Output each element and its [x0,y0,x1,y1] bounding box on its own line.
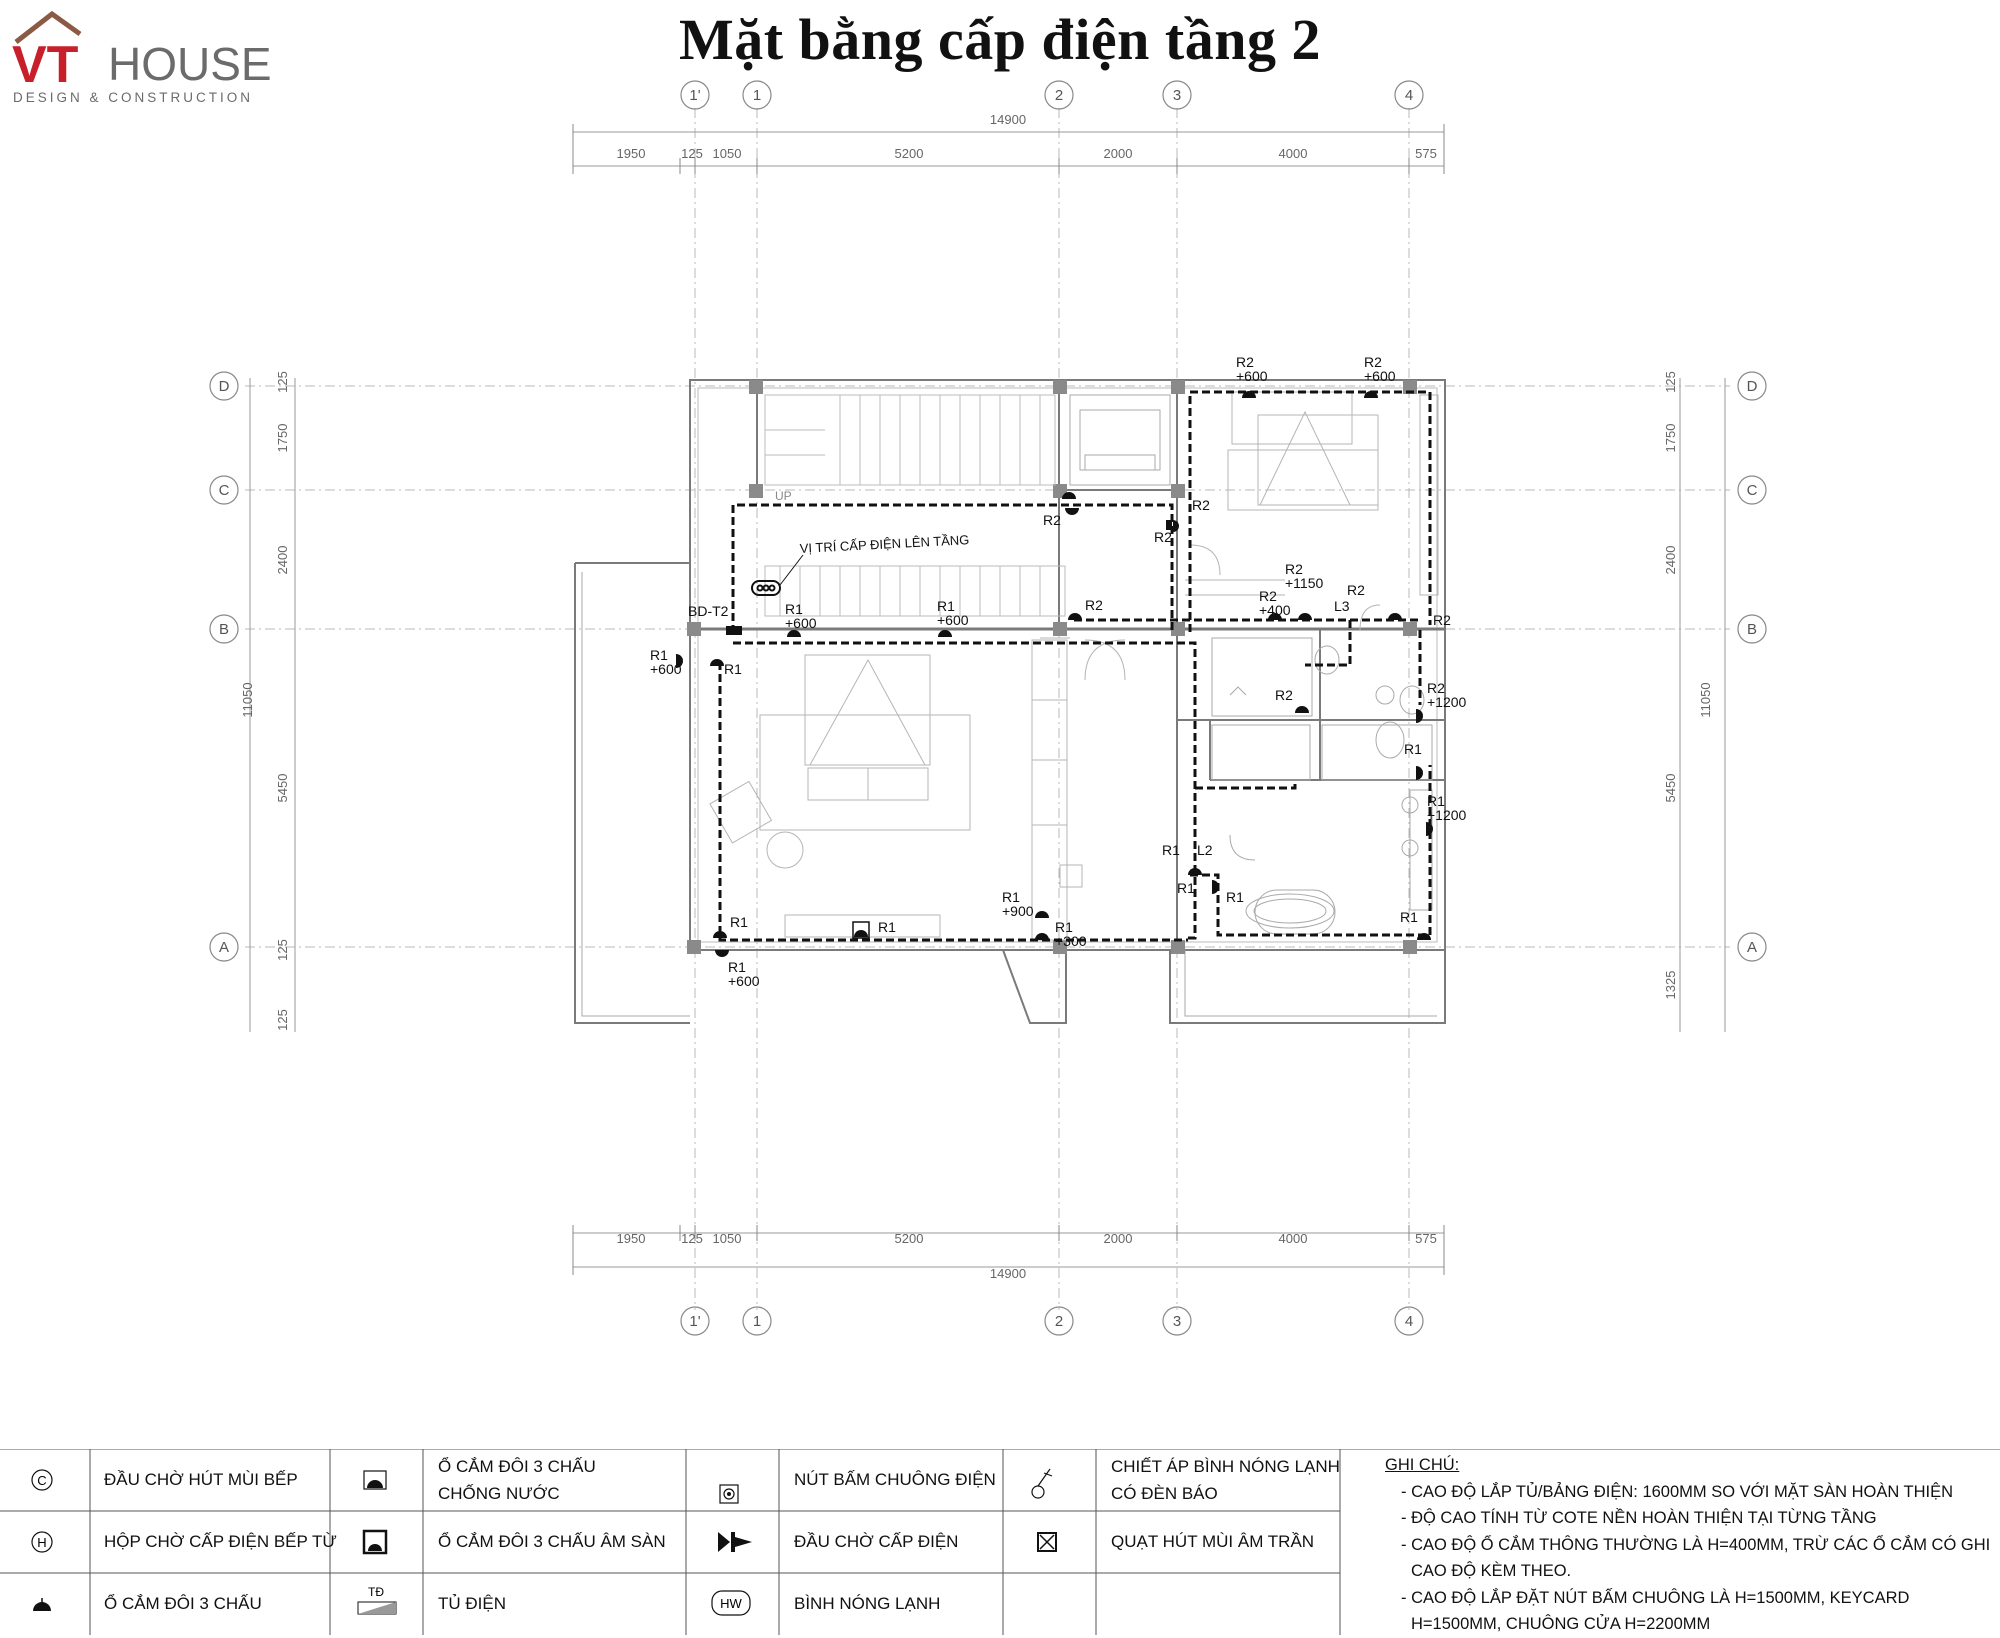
label: R2 [1085,597,1103,613]
label: R2 [1259,588,1277,604]
ceiling-fan-icon [1038,1533,1056,1551]
legend-label: Ổ CẮM ĐÔI 3 CHẤU CHỐNG NƯỚC [438,1457,596,1503]
label: +600 [785,615,817,631]
structural-columns [687,380,1417,954]
doorbell-button-icon [720,1485,738,1503]
dim-right-seg: 1325 [1663,970,1678,1000]
label: +600 [728,973,760,989]
stair-up-label: UP [775,489,792,503]
axis-row-a-right: A [1746,939,1758,956]
riser-label: VỊ TRÍ CẤP ĐIỆN LÊN TẦNG [799,532,970,556]
label: R1 [1162,842,1180,858]
dim-left-seg: 1750 [275,423,290,453]
label: R1 [1002,889,1020,905]
label: R1 [1400,909,1418,925]
axis-col-4-bottom: 4 [1404,1313,1414,1330]
legend-label: CHIẾT ÁP BÌNH NÓNG LẠNH CÓ ĐÈN BÁO [1111,1457,1340,1503]
axis-bubbles [210,81,1766,1335]
elevator-shaft [1070,395,1170,485]
label: +300 [1055,933,1087,949]
label: +600 [937,612,969,628]
svg-text:C: C [37,1473,47,1488]
axis-row-d-left: D [218,378,230,395]
waterproof-socket-icon [364,1471,386,1489]
dim-right-seg: 125 [1663,371,1678,393]
label: R2 [1285,561,1303,577]
label: R2 [1364,354,1382,370]
legend-label: HỘP CHỜ CẤP ĐIỆN BẾP TỪ [104,1532,337,1551]
label: R1 [878,919,896,935]
label: R2 [1433,612,1451,628]
riser-symbol [752,555,803,595]
legend-label: ĐẦU CHỜ CẤP ĐIỆN [794,1532,959,1551]
axis-col-1-top: 1 [752,87,762,104]
label: +1200 [1427,694,1467,710]
dim-top-seg: 5200 [894,146,924,161]
label: L2 [1197,842,1213,858]
floor-socket-symbol [853,922,869,938]
label: R1 [730,914,748,930]
label: L3 [1334,598,1350,614]
dim-right-seg: 1750 [1663,423,1678,453]
double-socket-icon [33,1598,51,1611]
label: +1150 [1285,575,1324,591]
notes [1385,1452,1997,1638]
logo-tagline: DESIGN & CONSTRUCTION [13,90,254,105]
drawing-title: Mặt bằng cấp điện tầng 2 [678,7,1321,72]
label: +900 [1002,903,1034,919]
note-line: - CAO ĐỘ LẮP TỦ/BẢNG ĐIỆN: 1600MM SO VỚI MẶT SÀN HOÀN THIỆN [1401,1482,1954,1501]
label: R2 [1427,680,1445,696]
svg-text:HW: HW [720,1596,742,1611]
dim-right-total: 11050 [1698,682,1713,718]
dim-top-seg: 4000 [1278,146,1308,161]
dim-left-seg: 5450 [275,773,290,803]
axis-col-4-top: 4 [1404,87,1414,104]
dim-bottom-seg: 2000 [1103,1231,1133,1246]
dim-top-seg: 2000 [1103,146,1133,161]
label: R2 [1154,529,1172,545]
water-heater-icon [712,1591,750,1615]
label: R2 [1192,497,1210,513]
dim-bottom-seg: 125 [681,1231,703,1246]
label: R1 [785,601,803,617]
legend-label: Ổ CẮM ĐÔI 3 CHẤU ÂM SÀN [438,1532,666,1551]
power-outlet-end-icon [718,1532,752,1552]
note-line: - CAO ĐỘ Ổ CẮM THÔNG THƯỜNG LÀ H=400MM, TRỪ CÁC Ổ CẮM CÓ GHI CAO ĐỘ KÈM THEO. [1401,1535,1991,1580]
label: R2 [1043,512,1061,528]
logo-name: HOUSE [108,38,272,90]
label: R1 [1177,880,1195,896]
wiring-routes [720,392,1430,940]
panel-label: BD-T2 [688,603,729,619]
label: R2 [1275,687,1293,703]
bathroom-fixtures [1212,638,1432,934]
axis-col-1p-bottom: 1' [689,1313,701,1330]
axis-row-a-left: A [218,939,230,956]
label: R1 [650,647,668,663]
dim-bottom-seg: 1050 [712,1231,742,1246]
note-line: - CAO ĐỘ LẮP ĐẶT NÚT BẤM CHUÔNG LÀ H=1500MM, KEYCARD H=1500MM, CHUÔNG CỬA H=2200MM [1401,1588,1910,1633]
label: +600 [650,661,682,677]
label: +400 [1259,602,1291,618]
dim-right-seg: 2400 [1663,545,1678,575]
dim-top-seg: 575 [1415,146,1437,161]
dim-bottom-seg: 5200 [894,1231,924,1246]
dim-top-seg: 125 [681,146,703,161]
label: R1 [1226,889,1244,905]
legend-label: Ổ CẮM ĐÔI 3 CHẤU [104,1594,262,1613]
legend-label: QUẠT HÚT MÙI ÂM TRẦN [1111,1532,1315,1551]
label: R1 [728,959,746,975]
axis-col-1-bottom: 1 [752,1313,762,1330]
notes-title: GHI CHÚ: [1385,1456,1460,1474]
walls [575,380,1445,1023]
legend-label: NÚT BẤM CHUÔNG ĐIỆN [794,1470,996,1489]
heater-switch-icon [1032,1469,1052,1498]
dim-right-seg: 5450 [1663,773,1678,803]
label: R2 [1347,582,1365,598]
dim-left-total: 11050 [240,682,255,718]
label: R1 [1404,741,1422,757]
dim-left-seg: 125 [275,939,290,961]
dim-bottom-seg: 575 [1415,1231,1437,1246]
dim-bottom-total: 14900 [989,1266,1027,1281]
dim-bottom-seg: 4000 [1278,1231,1308,1246]
dim-bottom-seg: 1950 [616,1231,646,1246]
panel-symbol [726,626,742,635]
axis-col-2-bottom: 2 [1054,1313,1064,1330]
logo-mark: VT [12,36,79,94]
label: +600 [1236,368,1268,384]
label: +600 [1364,368,1396,384]
legend-label: TỦ ĐIỆN [438,1594,506,1613]
axis-col-3-bottom: 3 [1172,1313,1182,1330]
label: R1 [1055,919,1073,935]
label: +1200 [1427,807,1467,823]
label: R1 [1427,793,1445,809]
label: R1 [724,661,742,677]
axis-row-b-left: B [218,621,230,638]
axis-row-c-left: C [218,482,230,499]
axis-row-d-right: D [1746,378,1758,395]
dim-top-total: 14900 [989,112,1027,127]
dim-top-seg: 1050 [712,146,742,161]
dim-left-seg: 125 [275,371,290,393]
svg-text:TĐ: TĐ [368,1585,384,1599]
axis-col-3-top: 3 [1172,87,1182,104]
note-line: - ĐỘ CAO TÍNH TỪ COTE NỀN HOÀN THIỆN TẠI TỪNG TẦNG [1401,1509,1877,1527]
dim-top-seg: 1950 [616,146,646,161]
bedroom-furniture [710,638,1125,940]
axis-col-1p-top: 1' [689,87,701,104]
floor-socket-icon [364,1531,386,1553]
label: R2 [1236,354,1254,370]
dimension-lines [250,124,1725,1275]
grid-lines [245,108,1730,1310]
axis-col-2-top: 2 [1054,87,1064,104]
panel-icon [358,1585,396,1614]
svg-text:H: H [37,1535,47,1550]
hood-outlet-icon [32,1470,52,1490]
dim-left-seg: 125 [275,1009,290,1031]
axis-row-c-right: C [1746,482,1758,499]
dim-left-seg: 2400 [275,545,290,575]
axis-row-b-right: B [1746,621,1758,638]
legend-label: BÌNH NÓNG LẠNH [794,1594,941,1613]
label: R1 [937,598,955,614]
legend-label: ĐẦU CHỜ HÚT MÙI BẾP [104,1470,298,1489]
induction-box-icon [32,1532,52,1552]
bedroom2-furniture [1185,392,1438,630]
